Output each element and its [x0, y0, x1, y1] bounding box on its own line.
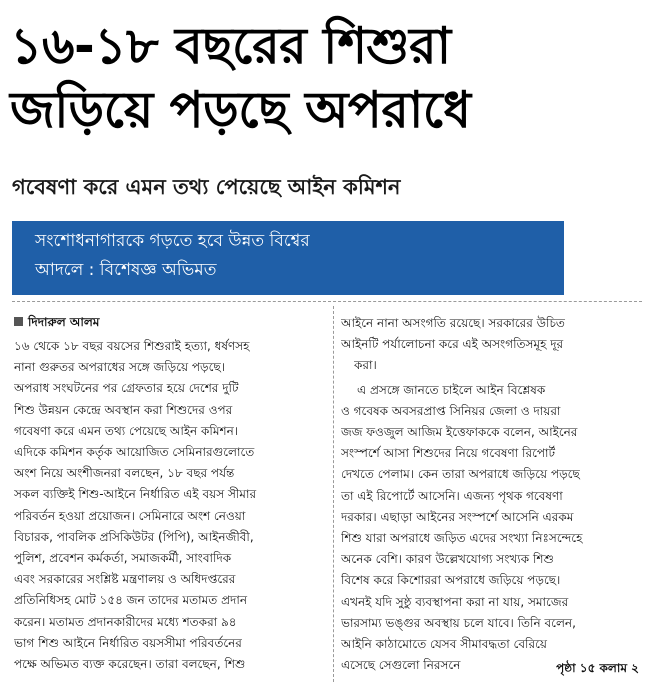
column-divider: [333, 306, 334, 682]
text-line: আইনি কাঠামোতে যেসব সীমাবদ্ধতা বেরিয়ে: [341, 637, 547, 652]
text-line: সকল ব্যক্তিই শিশু-আইনে নির্ধারিত এই বয়স সীমার: [14, 487, 257, 502]
text-line: নানা গুরুতর অপরাধের সঙ্গে জড়িয়ে পড়ছে।: [14, 360, 226, 375]
text-line: গবেষণা করে এমন তথ্য পেয়েছে আইন কমিশন।: [14, 423, 239, 438]
text-line: শিশু যারা অপরাধে জড়িত এদের সংখ্যা নিঃসন্দেহে: [341, 531, 583, 546]
text-line: তা এই রিপোর্টে আসেনি। এজন্য পৃথক গবেষণা: [341, 488, 563, 503]
text-line: জজ ফওজুল আজিম ইত্তেফাককে বলেন, আইনের: [341, 425, 578, 440]
headline-line-2: জড়িয়ে পড়ছে অপরাধে: [10, 81, 471, 139]
byline-square-icon: [14, 317, 23, 326]
text-line: অনেক বেশি। কারণ উল্লেখযোগ্য সংখ্যক শিশু: [341, 552, 554, 567]
highlight-line-2: আদলে : বিশেষজ্ঞ অভিমত: [35, 260, 217, 280]
text-line: দেখতে পেলাম। কেন তারা অপরাধে জড়িয়ে পড়ছে: [341, 467, 580, 482]
section-divider: [12, 301, 642, 302]
text-line: পরিবর্তন হওয়া প্রয়োজন। সেমিনারে অংশ নেওয়া: [14, 508, 246, 523]
text-line: বিচারক, পাবলিক প্রসিকিউটর (পিপি), আইনজীবী,: [14, 529, 254, 544]
headline: [10, 14, 642, 142]
text-line: সংস্পর্শে আসা শিশুদের নিয়ে গবেষণা রিপোর্ট: [341, 446, 556, 461]
article-column-right: [341, 313, 642, 676]
highlight-box: [12, 221, 564, 295]
text-line: এসেছে সেগুলো নিরসনে: [341, 658, 461, 673]
text-line: এ প্রসঙ্গে জানতে চাইলে আইন বিশ্লেষক: [357, 382, 546, 397]
text-line: করা।: [354, 358, 377, 373]
text-line: এখনই যদি সুষ্ঠু ব্যবস্থাপনা করা না যায়, সমাজের: [341, 594, 569, 609]
article-column-left: [14, 336, 327, 675]
highlight-line-1: সংশোধনাগারকে গড়তে হবে উন্নত বিশ্বের: [35, 231, 310, 251]
subheadline: গবেষণা করে এমন তথ্য পেয়েছে আইন কমিশন: [12, 175, 401, 199]
byline: [14, 313, 99, 331]
text-line: দরকার। এছাড়া আইনের সংস্পর্শে আসেনি এরকম: [341, 509, 574, 524]
headline-line-1: ১৬-১৮ বছরের শিশুরা: [10, 17, 451, 75]
text-line: শিশু উন্নয়ন কেন্দ্রে অবস্থান করা শিশুদের ওপর: [14, 402, 233, 417]
text-line: অংশ নিয়ে অংশীজনরা বলছেন, ১৮ বছর পর্যন্ত: [14, 466, 235, 481]
text-line: পক্ষে অভিমত ব্যক্ত করেছেন। তারা বলছেন, শিশু: [14, 657, 246, 672]
byline-author: দিদারুল আলম: [28, 315, 100, 329]
text-line: আইনে নানা অসংগতি রয়েছে। সরকারের উচিত: [341, 316, 565, 330]
text-line: করেন। মতামত প্রদানকারীদের মধ্যে শতকরা ৯৪: [14, 614, 237, 629]
text-line: ভাগ শিশু আইনে নির্ধারিত বয়সসীমা পরিবর্তনের: [14, 635, 242, 650]
text-line: পুলিশ, প্রবেশন কর্মকর্তা, সমাজকর্মী, সাংবাদিক: [14, 551, 232, 566]
text-line: এদিকে কমিশন কর্তৃক আয়োজিত সেমিনারগুলোতে: [14, 445, 255, 460]
text-line: ও গবেষক অবসরপ্রাপ্ত সিনিয়র জেলা ও দায়রা: [341, 403, 561, 418]
continued-page-label: পৃষ্ঠা ১৫ কলাম ২: [556, 661, 639, 675]
text-line: অপরাধ সংঘটনের পর গ্রেফতার হয়ে দেশের দুটি: [14, 381, 239, 396]
text-line: প্রতিনিধিসহ মোট ১৫৪ জন তাদের মতামত প্রদান: [14, 593, 248, 608]
text-line: ভারসাম্য ভঙ্গুর অবস্থায় চলে যাবে। তিনি বলেন,: [341, 615, 576, 630]
text-line: এবং সরকারের সংশ্লিষ্ট মন্ত্রণালয় ও অধিদপ্তরের: [14, 572, 236, 587]
text-line: আইনটি পর্যালোচনা করে এই অসংগতিসমূহ দূর: [341, 337, 564, 352]
text-line: বিশেষ করে কিশোররা অপরাধে জড়িয়ে পড়ছে।: [341, 573, 561, 588]
text-line: ১৬ থেকে ১৮ বছর বয়সের শিশুরাই হত্যা, ধর্ষণসহ: [14, 339, 250, 353]
